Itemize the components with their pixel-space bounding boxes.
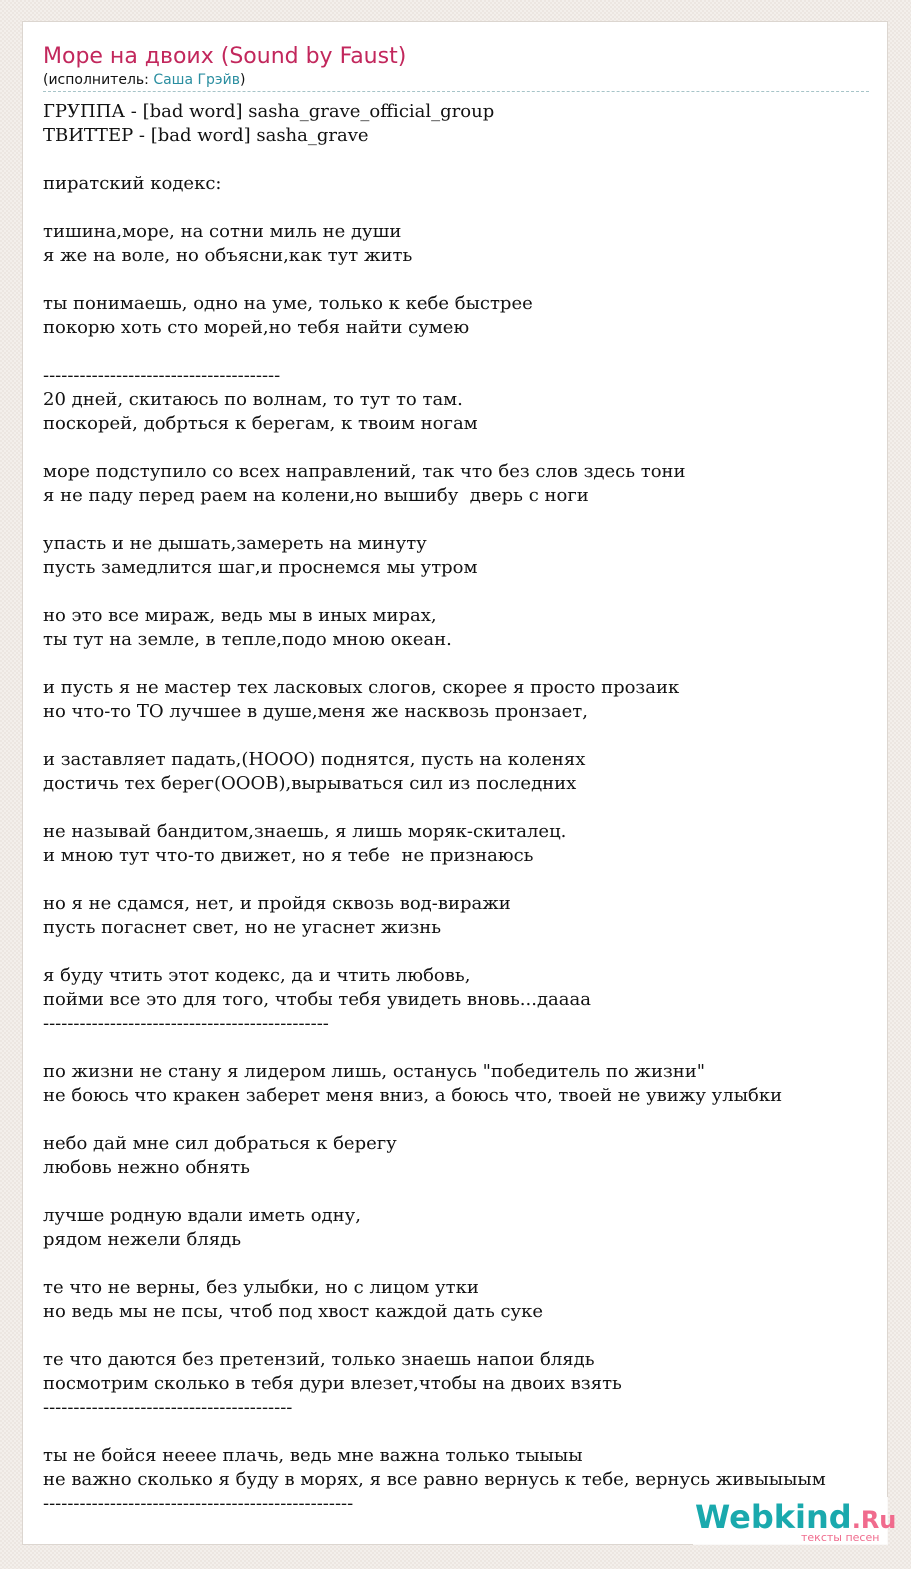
lyrics-card	[22, 21, 897, 1545]
artist-suffix: )	[239, 72, 246, 88]
artist-line	[43, 71, 245, 89]
song-title: Море на двоих (Sound by Faust)	[43, 44, 407, 69]
artist-link[interactable]: Саша Грэйв	[153, 72, 240, 88]
logo-tld: .Ru	[851, 1506, 897, 1534]
artist-prefix: (исполнитель:	[43, 72, 154, 88]
title-divider	[43, 91, 869, 92]
logo-name: Webkind	[695, 1498, 852, 1536]
webkind-logo[interactable]	[693, 1497, 897, 1545]
logo-tagline: тексты песен	[801, 1531, 880, 1544]
lyrics-text: ГРУППА - [bad word] sasha_grave_official_group ТВИТТЕР - [bad word] sasha_grave пиратский кодекс: тишина,море, на сотни миль не души я же на воле, но объясни,как тут жить ты понимаешь, одно на уме, только к кебе быстрее покорю хоть сто морей,но тебя найти сумею --------------------------------------- 20 дней, скитаюсь по волнам, то тут то там. поскорей, добрться к берегам, к твоим ногам море подступило со всех направлений, так что без слов здесь тони я не паду перед раем на колени,но вышибу дверь с ноги упасть и не дышать,замереть на минуту пусть замедлится шаг,и проснемся мы утром но это все мираж, ведь мы в иных мирах, ты тут на земле, в тепле,подо мною океан. и пусть я не мастер тех ласковых слогов, скорее я просто прозаик но что-то ТО лучшее в душе,меня же насквозь пронзает, и заставляет падать,(НООО) поднятся, пусть на коленях достичь тех берег(ОООВ),вырываться сил из последних не называй бандитом,знаешь, я лишь моряк-скиталец. и мною тут что-то движет, но я тебе не признаюсь но я не сдамся, нет, и пройдя сквозь вод-виражи пусть погаснет свет, но не угаснет жизнь я буду чтить этот кодекс, да и чтить любовь, пойми все это для того, чтобы тебя увидеть вновь...даааа ----------------------------------------------- по жизни не стану я лидером лишь, останусь "победитель по жизни" не боюсь что кракен заберет меня вниз, а боюсь что, твоей не увижу улыбки небо дай мне сил добраться к берегу любовь нежно обнять лучше родную вдали иметь одну, рядом нежели блядь те что не верны, без улыбки, но с лицом утки но ведь мы не псы, чтоб под хвост каждой дать суке те что даются без претензий, только знаешь напои блядь посмотрим сколько в тебя дури влезет,чтобы на двоих взять ----------------------------------------- ты не бойся нееее плачь, ведь мне важна только тыыыы не важно сколько я буду в морях, я все равно вернусь к тебе, вернусь живыыыым ---------------------------------------------------	[43, 101, 826, 1514]
